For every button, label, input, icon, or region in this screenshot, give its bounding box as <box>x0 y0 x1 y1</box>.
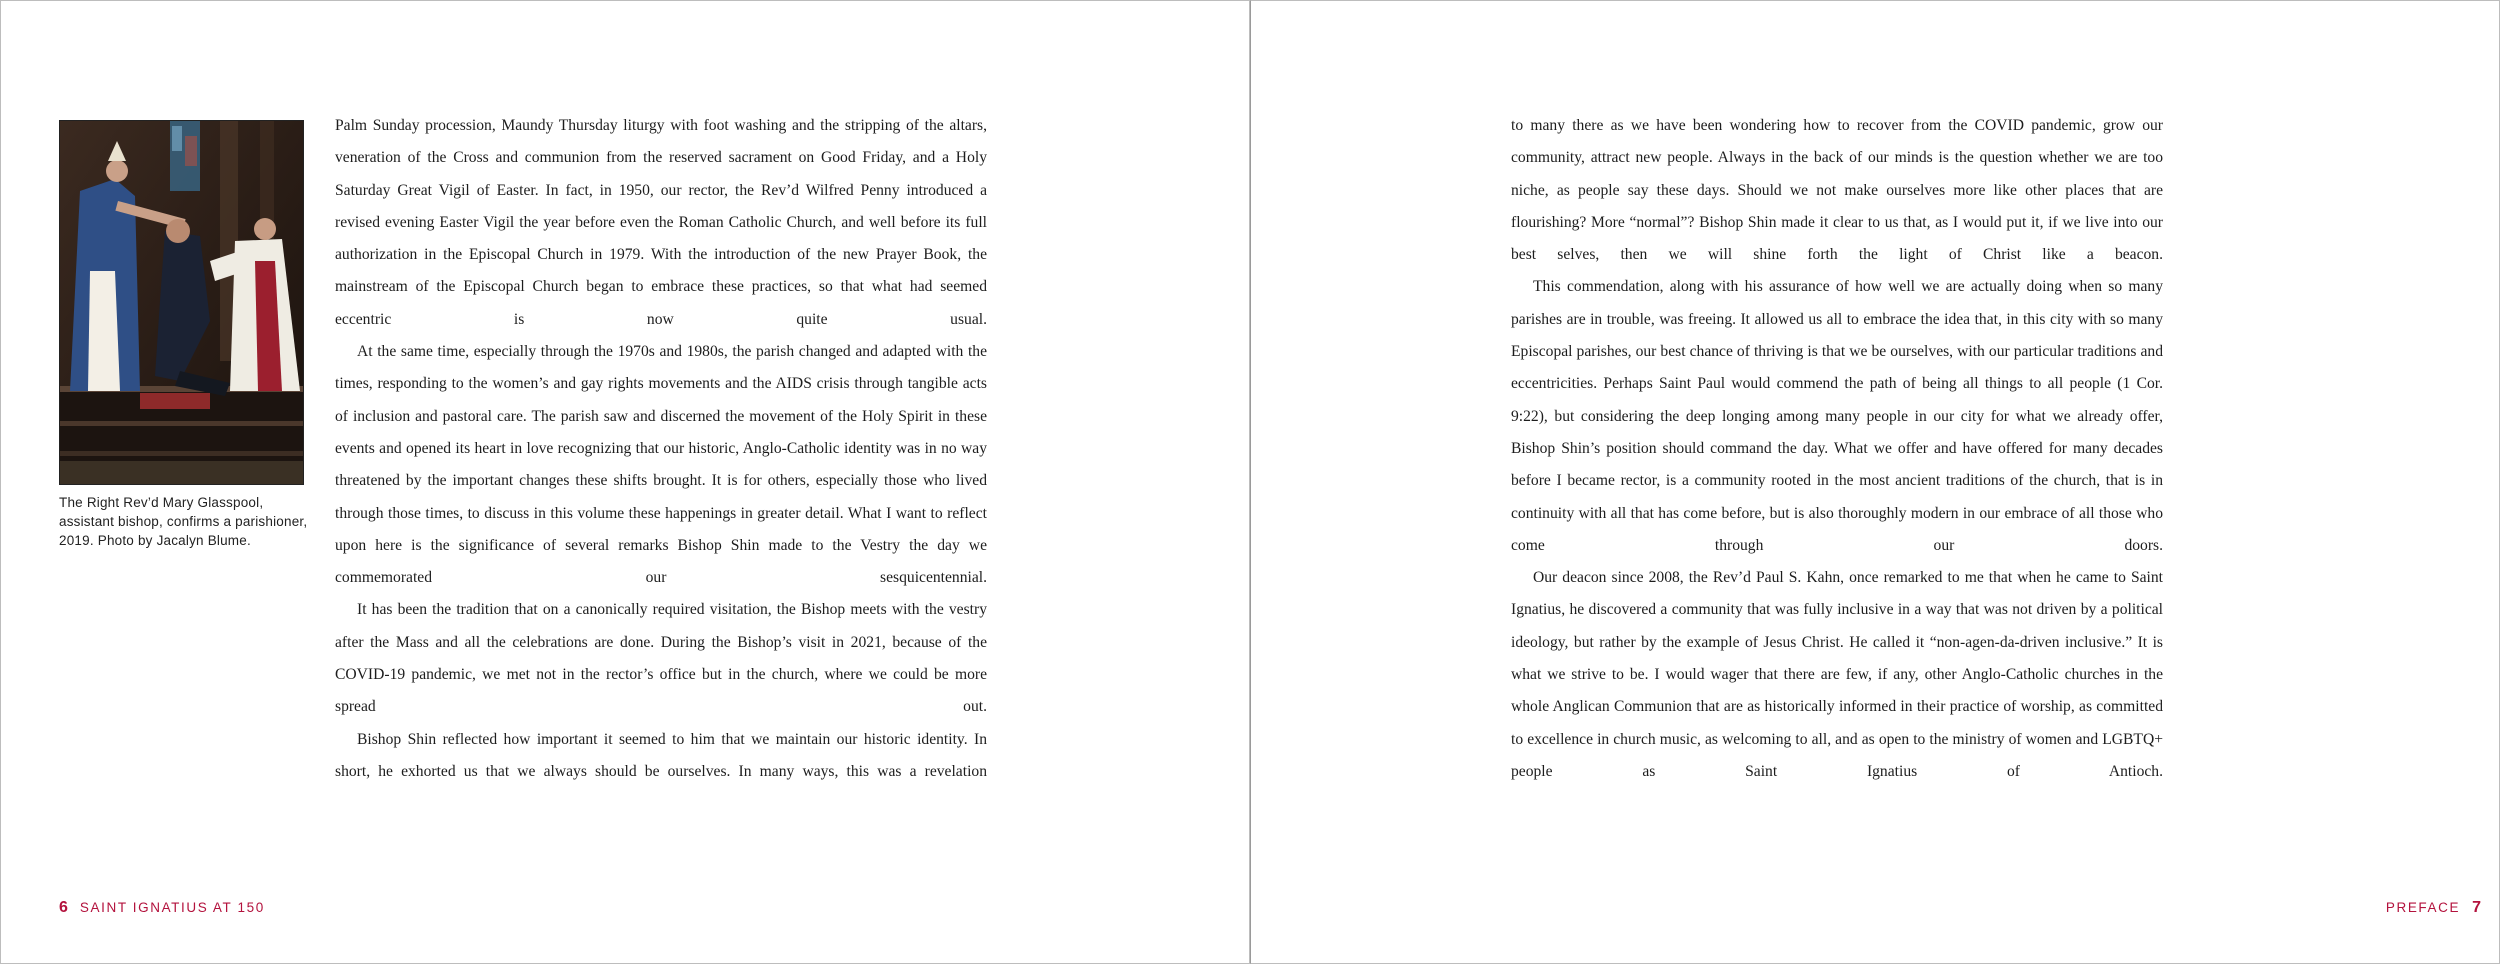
bishop-confirmation-photo <box>59 120 304 485</box>
running-head: PREFACE <box>2385 900 2461 915</box>
right-folio <box>2386 899 2481 917</box>
paragraph: Bishop Shin reflected how important it seemed to him that we maintain our historic identity. In short, he exhorted us that we always should be ourselves. In many ways, this was a revelation <box>335 730 987 780</box>
paragraph: It has been the tradition that on a canonically required visitation, the Bishop meets with the vestry after the Mass and all the celebrations are done. During the Bishop’s visit in 2021, because of the COVID-19 pandemic, we met not in the rector’s office but in the church, where we could be more spread out. <box>335 601 987 716</box>
paragraph: This commendation, along with his assurance of how well we are actually doing when so many parishes are in trouble, was freeing. It allowed us all to embrace the idea that, in this city with so many Episcopal parishes, our best chance of thriving is that we be ourselves, with our particular traditions and eccentricities. Perhaps Saint Paul would commend the path of being all things to all people (1 Cor. 9:22), but considering the deep longing among many people in our city for what we already offer, Bishop Shin’s position should command the day. What we offer and have offered for many decades before I became rector, is a community rooted in the most ancient traditions of the church, that is in continuity with all that has come before, but is also thoroughly modern in our embrace of all those who come through our doors. <box>1511 278 2163 554</box>
page-number: 6 <box>59 899 68 916</box>
running-head: SAINT IGNATIUS AT 150 <box>79 900 265 915</box>
right-body-text <box>1511 110 2163 788</box>
page-number: 7 <box>2472 899 2481 916</box>
left-body-text <box>335 110 987 788</box>
left-page <box>0 0 1250 964</box>
right-page <box>1250 0 2500 964</box>
photo-caption: The Right Rev’d Mary Glasspool, assistant bishop, confirms a parishioner, 2019. Photo by Jacalyn Blume. <box>59 495 308 548</box>
paragraph: to many there as we have been wondering how to recover from the COVID pandemic, grow our community, attract new people. Always in the back of our minds is the question whether we are too niche, as people say these days. Should we not make ourselves more like other places that are flourishing? More “normal”? Bishop Shin made it clear to us that, as I would put it, if we live into our best selves, then we will shine forth the light of Christ like a beacon. <box>1511 117 2163 264</box>
paragraph: Palm Sunday procession, Maundy Thursday liturgy with foot washing and the stripping of the altars, veneration of the Cross and communion from the reserved sacrament on Good Friday, and a Holy Saturday Great Vigil of Easter. In fact, in 1950, our rector, the Rev’d Wilfred Penny introduced a revised evening Easter Vigil the year before even the Roman Catholic Church, and well before its full authorization in the Episcopal Church in 1979. With the introduction of the new Prayer Book, the mainstream of the Episcopal Church began to embrace these practices, so that what had seemed eccentric is now quite usual. <box>335 117 987 328</box>
paragraph: At the same time, especially through the 1970s and 1980s, the parish changed and adapted with the times, responding to the women’s and gay rights movements and the AIDS crisis through tangible acts of inclusion and pastoral care. The parish saw and discerned the movement of the Holy Spirit in these events and opened its heart in love recognizing that our historic, Anglo-Catholic identity was in no way threatened by the important changes these shifts brought. It is for others, especially those who lived through those times, to discuss in this volume these happenings in greater detail. What I want to reflect upon here is the significance of several remarks Bishop Shin made to the Vestry the day we commemorated our sesquicentennial. <box>335 343 987 587</box>
left-folio <box>59 899 265 917</box>
paragraph: Our deacon since 2008, the Rev’d Paul S. Kahn, once remarked to me that when he came to Saint Ignatius, he discovered a community that was fully inclusive in a way that was not driven by a political ideology, but rather by the example of Jesus Christ. He called it “non-agen-da-driven inclusive.” It is what we strive to be. I would wager that there are few, if any, other Anglo-Catholic churches in the whole Anglican Communion that are as historically informed in their practice of worship, as committed to excellence in church music, as welcoming to all, and as open to the ministry of women and LGBTQ+ people as Saint Ignatius of Antioch. <box>1511 569 2163 780</box>
